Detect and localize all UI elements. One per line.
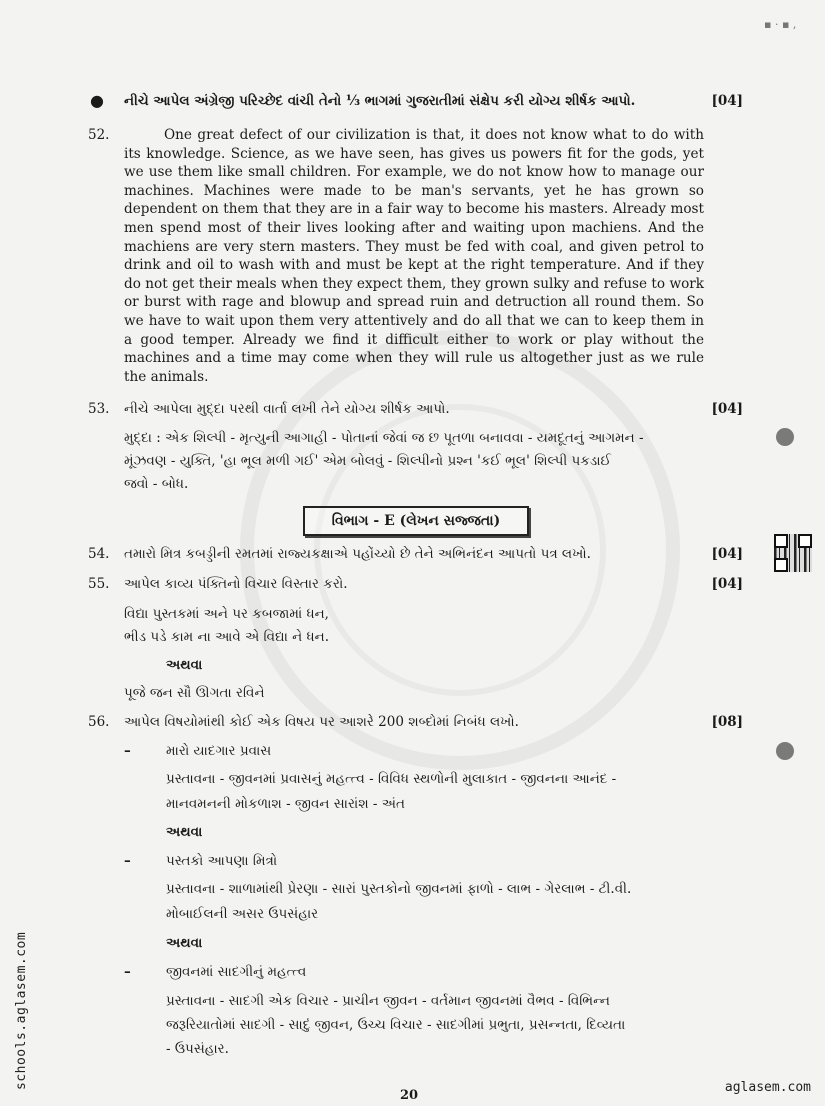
punch-hole-icon: [776, 742, 794, 760]
question-marks: [08]: [711, 714, 743, 730]
q52-passage: One great defect of our civilization is that, it does not know what to do with its knowledge. Science, as we have seen, has gives us powers fit for the gods, yet we use them like small children. For example, we do not know how to manage our machines. Machines were made to be man's servants, yet he has grown so dependent on them that they are in a fair way to become his masters. Already most men spend most of their lives looking after and waiting upon machiens. And the machiens are very stern masters. They must be fed with coal, and given petrol to drink and oil to wash with and must be kept at the right temperature. And if they do not get their meals when they expect them, they grown sulky and refuse to work or burst with rage and blowup and spread ruin and detruction all round them. So we have to wait upon them very attentively and do all that we can to keep them in a good temper. Already we find it difficult either to work or play without the machines and a time may come when they will rule us altogether just as we rule the animals.: [124, 127, 704, 385]
section-title: વિભાગ - E (લેખન સજ્જતા): [303, 506, 529, 536]
side-watermark: schools.aglasem.com: [14, 931, 29, 1090]
page-number: 20: [400, 1088, 419, 1103]
question-text: તમારો મિત્ર કબડ્ડીની રમતમાં રાજ્યકક્ષાએ પહોંચ્યો છે તેને અભિનંદન આપતો પત્ર લખો.: [124, 546, 591, 562]
question-marks: [04]: [711, 576, 743, 592]
qr-code-icon: [774, 534, 812, 572]
instruction-marks: [04]: [711, 93, 743, 109]
question-marks: [04]: [711, 546, 743, 562]
bullet-icon: ●: [90, 91, 104, 110]
question-number: 52.: [88, 127, 110, 143]
question-text: આપેલ કાવ્ય પંક્તિનો વિચાર વિસ્તાર કરો.: [124, 576, 348, 592]
question-number: 56.: [88, 714, 110, 730]
question-number: 55.: [88, 576, 110, 592]
question-number: 53.: [88, 401, 110, 417]
instruction-text: નીચે આપેલ અંગ્રેજી પરિચ્છેદ વાંચી તેનો ⅓ ભાગમાં ગુજરાતીમાં સંક્ષેપ કરી યોગ્ય શીર્ષક આપો.: [124, 93, 636, 109]
corner-mark: ▪ · ▪ ,: [764, 18, 797, 31]
question-text: નીચે આપેલા મુદ્દા પરથી વાર્તા લખી તેને યોગ્ય શીર્ષક આપો.: [124, 401, 450, 417]
exam-page: ▪ · ▪ , ● નીચે આપેલ અંગ્રેજી પરિચ્છેદ વાંચી તેનો ⅓ ભાગમાં ગુજરાતીમાં સંક્ષેપ કરી યોગ્ય શીર્ષક આપો. [04] 52. One great defect of our civilization is that, it does not know what to do with its knowledge. Science, as we have seen, has gives us powers fit for the gods, yet we use them like small children. For example, we do not know how to manage our machines. Machines were made to be man's servants, yet he has grown so dependent on them that they are in a fair way to become his masters. Already most men spend most of their lives looking after and waiting upon machiens. And the machiens are very stern masters. They must be fed with coal, and given petrol to drink and oil to wash with and must be kept at the right temperature. And if they do not get their meals when they expect them, they grown sulky and refuse to work or burst with rage and blowup and spread ruin and detruction all round them. So we have to wait upon them very attentively and do all that we can to keep them in a good temper. Already we find it difficult either to work or play without the machines and a time may come when they will rule us altogether just as we rule the animals. 53. નીચે આપેલા મુદ્દા પરથી વાર્તા લખી તેને યોગ્ય શીર્ષક આપો. [04] મુદ્દા : એક શિલ્પી - મૃત્યુની આગાહી - પોતાનાં જેવાં જ છ પૂતળા બનાવવા - યમદૂતનું આગમન - મૂંઝવણ - યુક્તિ, 'હા ભૂલ મળી ગઈ' એમ બોલવું - શિલ્પીનો પ્રશ્ન 'કઈ ભૂલ' શિલ્પી પકડાઈ જવો - બોધ. વિભાગ - E (લેખન સજ્જતા) 54. તમારો મિત્ર કબડ્ડીની રમતમાં રાજ્યકક્ષાએ પહોંચ્યો છે તેને અભિનંદન આપતો પત્ર લખો. [04] 55. આપેલ કાવ્ય પંક્તિનો વિચાર વિસ્તાર કરો. [04] વિદ્યા પુસ્તકમાં અને પર કબજામાં ધન, ભીડ પડે કામ ના આવે એ વિદ્યા ને ધન. અથવા પૂજે જન સૌ ઊગતા રવિને 56. આપેલ વિષયોમાંથી કોઈ એક વિષય પર આશરે 200 શબ્દોમાં નિબંધ લખો. [08] – મારો યાદગાર પ્રવાસ પ્રસ્તાવના - જીવનમાં પ્રવાસનું મહત્ત્વ - વિવિધ સ્થળોની મુલાકાત - જીવનના આનંદ - માનવમનની મોકળાશ - જીવન સારાંશ - અંત અથવા – પસ્તકો આપણા મિત્રો પ્રસ્તાવના - શાળામાંથી પ્રેરણા - સારાં પુસ્તકોનો જીવનમાં ફાળો - લાભ - ગેરલાભ - ટી.વી. મોબાઈલની અસર ઉપસંહાર અથવા – જીવનમાં સાદગીનું મહત્ત્વ પ્રસ્તાવના - સાદગી એક વિચાર - પ્રાચીન જીવન - વર્તમાન જીવનમાં વૈભવ - વિભિન્ન જરૂરિયાતોમાં સાદગી - સાદું જીવન, ઉચ્ચ વિચાર - સાદગીમાં પ્રભુતા, પ્રસન્નતા, દિવ્યતા - ઉપસંહાર. 20 schools.aglasem.com aglasem.com: [14, 18, 811, 1103]
question-marks: [04]: [711, 401, 743, 417]
question-text: આપેલ વિષયોમાંથી કોઈ એક વિષય પર આશરે 200 શબ્દોમાં નિબંધ લખો.: [124, 714, 519, 730]
footer-watermark: aglasem.com: [724, 1080, 811, 1095]
punch-hole-icon: [776, 428, 794, 446]
question-number: 54.: [88, 546, 110, 562]
